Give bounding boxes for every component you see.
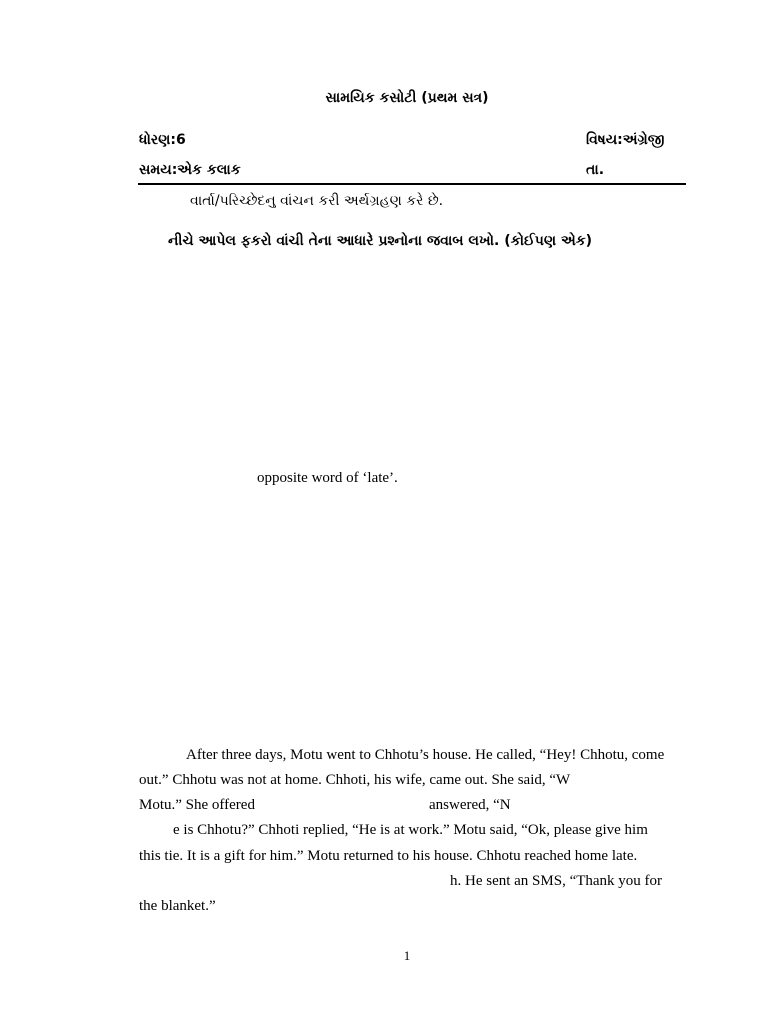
passage-line <box>139 873 675 893</box>
time-label: સમય:એક કલાક <box>139 162 241 178</box>
passage-line <box>139 772 675 792</box>
header-divider <box>138 183 686 185</box>
passage-text: Motu.” She offered <box>139 797 255 813</box>
passage-line <box>139 747 675 767</box>
passage-line <box>139 898 675 918</box>
page-number: 1 <box>403 948 411 963</box>
passage-instruction: નીચે આપેલ ફકરો વાંચી તેના આધારે પ્રશ્નોના જવાબ લખો. (કોઈપણ એક) <box>168 233 593 249</box>
passage-line <box>139 822 675 842</box>
learning-outcome: વાર્તા/પરિચ્છેદનુ વાંચન કરી અર્થગ્રહણ કરે છે. <box>190 193 444 209</box>
passage-text: h. He sent an SMS, “Thank you for <box>450 873 663 889</box>
passage-text: e is Chhotu?” Chhoti replied, “He is at work.” Motu said, “Ok, please give him <box>173 822 648 838</box>
passage-line <box>139 848 675 868</box>
passage-text: the blanket.” <box>139 898 216 914</box>
subject-label: વિષય:અંગ્રેજી <box>586 132 665 148</box>
standard-label: ધોરણ:6 <box>139 132 186 148</box>
passage-text: out.” Chhotu was not at home. Chhoti, his wife, came out. She said, “W <box>139 772 571 788</box>
passage-text: After three days, Motu went to Chhotu’s house. He called, “Hey! Chhotu, come <box>186 747 665 763</box>
date-label: તા. <box>586 162 605 178</box>
passage-line <box>139 797 675 817</box>
question-fragment: opposite word of ‘late’. <box>257 470 398 486</box>
exam-title: સામયિક કસોટી (પ્રથમ સત્ર) <box>325 90 489 106</box>
passage-text: this tie. It is a gift for him.” Motu returned to his house. Chhotu reached home late. <box>139 848 638 864</box>
passage-text: answered, “N <box>429 797 511 813</box>
